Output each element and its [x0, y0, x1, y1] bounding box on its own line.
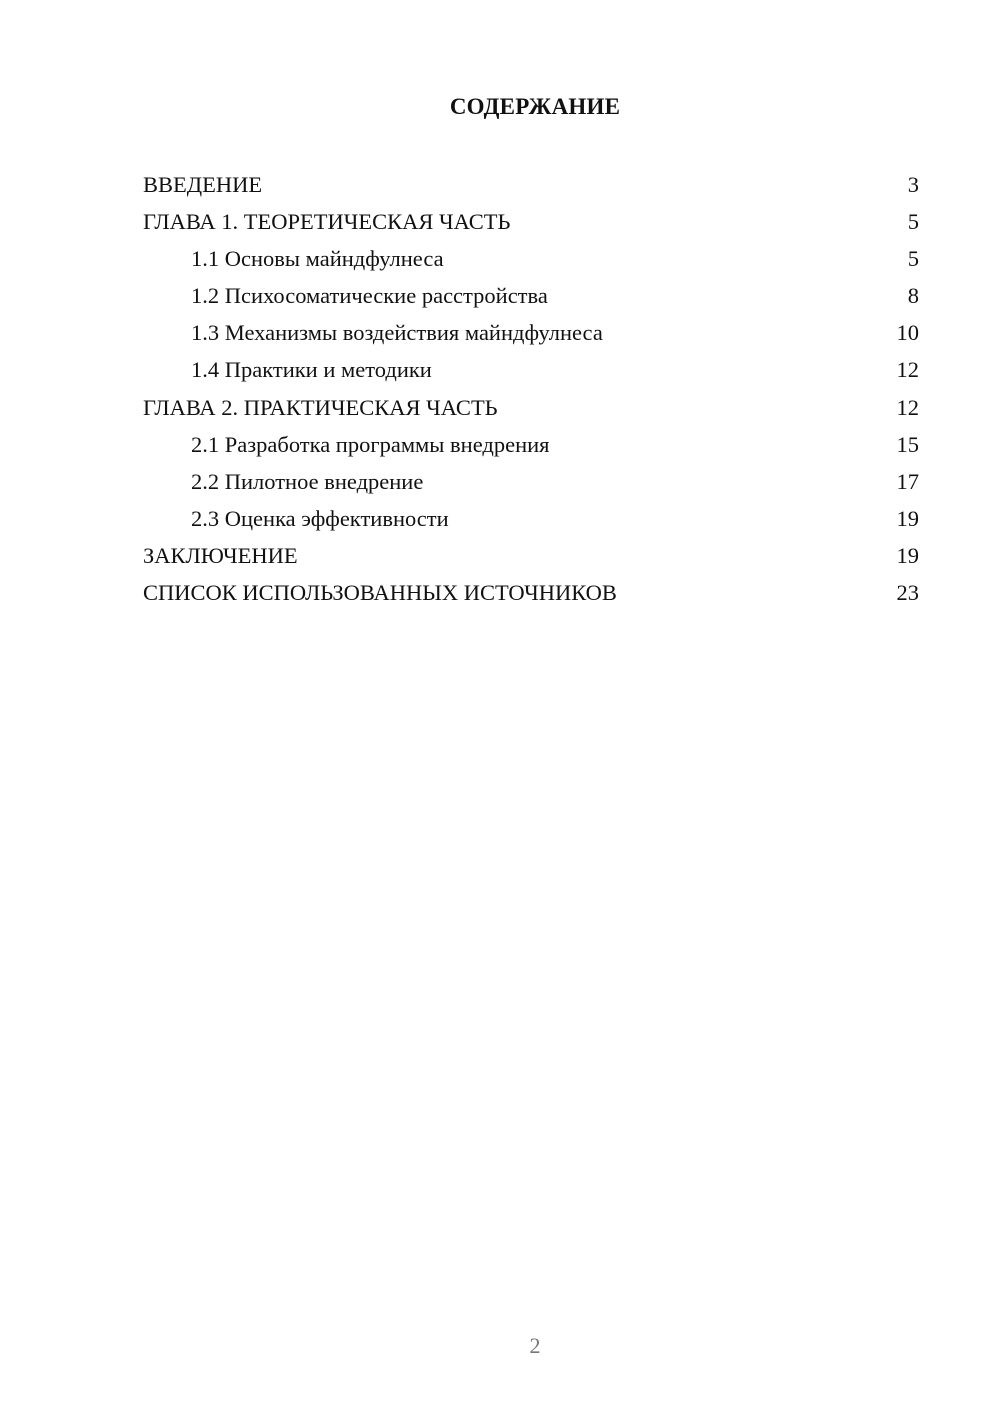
page-number: 2 — [529, 1333, 541, 1358]
toc-entry-label: 1.3 Механизмы воздействия майндфулнеса — [191, 320, 603, 346]
toc-entry-label: 1.1 Основы майндфулнеса — [191, 246, 444, 272]
toc-entry-page: 3 — [907, 172, 919, 197]
toc-title: СОДЕРЖАНИЕ — [449, 94, 621, 119]
toc-entry-label: 2.2 Пилотное внедрение — [191, 468, 424, 494]
toc-entry-page: 19 — [896, 505, 919, 531]
toc-entry-page: 17 — [896, 468, 919, 494]
toc-entry-page: 15 — [896, 431, 919, 457]
toc-entry-section-1-2[interactable] — [143, 277, 919, 314]
toc-entry-conclusion[interactable] — [143, 537, 919, 574]
toc-entry-section-2-1[interactable] — [143, 426, 919, 463]
toc-entry-page: 23 — [896, 580, 919, 606]
toc-entry-label: ВВЕДЕНИЕ — [143, 172, 263, 197]
toc-entry-page: 5 — [907, 246, 919, 272]
toc-entry-page: 8 — [907, 283, 919, 309]
toc-entry-introduction[interactable] — [143, 166, 919, 203]
toc-entry-section-1-3[interactable] — [143, 314, 919, 351]
toc-entry-page: 19 — [896, 542, 919, 568]
toc-entry-label: ГЛАВА 1. ТЕОРЕТИЧЕСКАЯ ЧАСТЬ — [143, 209, 511, 235]
toc-entry-page: 10 — [896, 320, 919, 346]
toc-entry-page: 12 — [896, 357, 919, 383]
toc-entry-page: 5 — [907, 209, 919, 235]
table-of-contents — [143, 166, 919, 611]
toc-entry-section-2-2[interactable] — [143, 463, 919, 500]
toc-entry-page: 12 — [896, 394, 919, 420]
toc-entry-section-1-1[interactable] — [143, 240, 919, 277]
toc-entry-label: ГЛАВА 2. ПРАКТИЧЕСКАЯ ЧАСТЬ — [143, 394, 498, 420]
toc-entry-section-2-3[interactable] — [143, 500, 919, 537]
toc-entry-label: 2.3 Оценка эффективности — [191, 505, 449, 531]
toc-entry-chapter-1[interactable] — [143, 203, 919, 240]
toc-entry-references[interactable] — [143, 574, 919, 611]
toc-entry-label: ЗАКЛЮЧЕНИЕ — [143, 542, 298, 568]
toc-entry-label: 2.1 Разработка программы внедрения — [191, 431, 550, 457]
toc-entry-label: 1.4 Практики и методики — [191, 357, 432, 383]
toc-entry-label: 1.2 Психосоматические расстройства — [191, 283, 548, 309]
toc-entry-chapter-2[interactable] — [143, 389, 919, 426]
toc-entry-section-1-4[interactable] — [143, 351, 919, 388]
toc-entry-label: СПИСОК ИСПОЛЬЗОВАННЫХ ИСТОЧНИКОВ — [143, 580, 617, 606]
